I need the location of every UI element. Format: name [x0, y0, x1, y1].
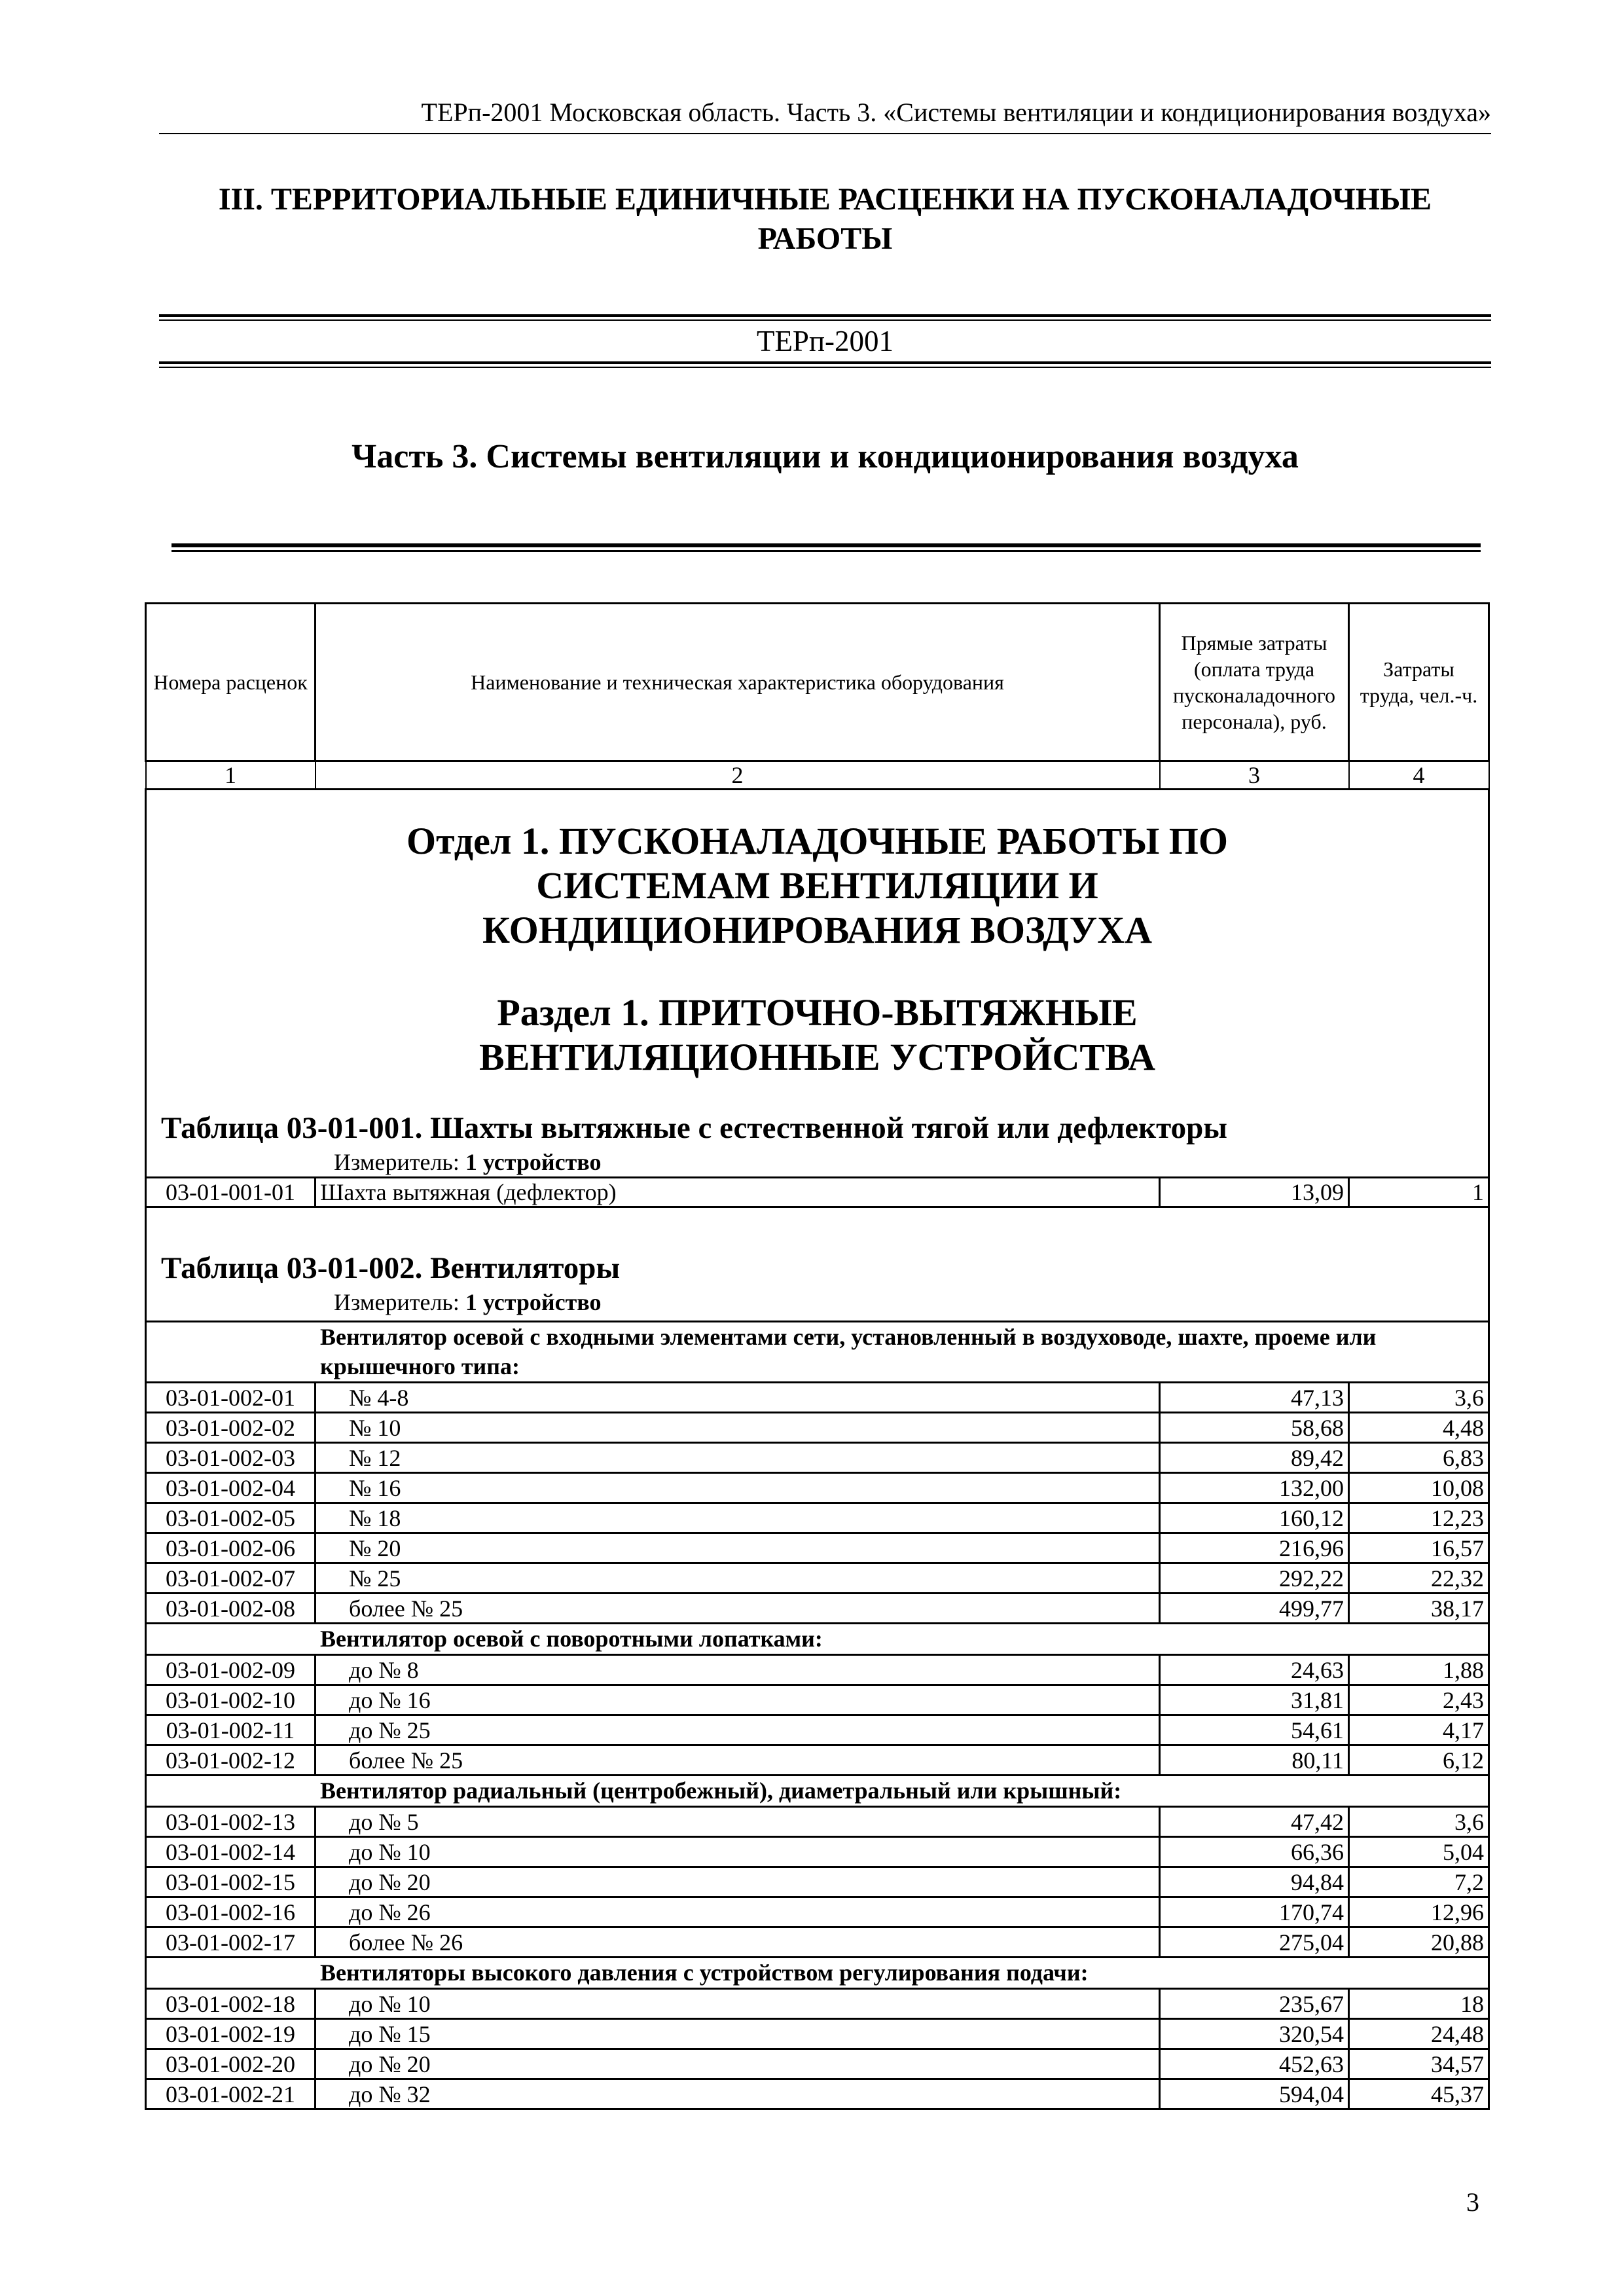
group-header-row [146, 1776, 1489, 1807]
rate-code: 03-01-002-03 [146, 1443, 316, 1473]
direct-cost: 54,61 [1160, 1715, 1349, 1745]
equipment-name: № 18 [316, 1503, 1160, 1533]
rate-code: 03-01-002-18 [146, 1989, 316, 2019]
rate-code: 03-01-002-07 [146, 1563, 316, 1594]
equipment-name: до № 20 [316, 1867, 1160, 1897]
double-divider-top [159, 314, 1491, 321]
col-header-cost: Прямые затраты (оплата труда пусконаладочного персонала), руб. [1160, 604, 1349, 761]
equipment-name: Шахта вытяжная (дефлектор) [316, 1178, 1160, 1207]
direct-cost: 80,11 [1160, 1745, 1349, 1776]
rate-code: 03-01-002-02 [146, 1413, 316, 1443]
group-header-row [146, 1322, 1489, 1383]
labor-cost: 6,83 [1349, 1443, 1489, 1473]
table-row [146, 1867, 1489, 1897]
table-row [146, 1594, 1489, 1624]
section-title: Раздел 1. ПРИТОЧНО-ВЫТЯЖНЫЕ ВЕНТИЛЯЦИОННЫЕ УСТРОЙСТВА [478, 991, 1156, 1078]
department-title: Отдел 1. ПУСКОНАЛАДОЧНЫЕ РАБОТЫ ПО СИСТЕМАМ ВЕНТИЛЯЦИИ И КОНДИЦИОНИРОВАНИЯ ВОЗДУХА [406, 820, 1229, 951]
measure-label: Измеритель: [334, 1149, 465, 1175]
table-title: Таблица 03-01-001. Шахты вытяжные с естественной тягой или дефлекторы [161, 1111, 1227, 1145]
labor-cost: 34,57 [1349, 2049, 1489, 2079]
labor-cost: 18 [1349, 1989, 1489, 2019]
direct-cost: 216,96 [1160, 1533, 1349, 1563]
measure-line [147, 1288, 1488, 1317]
section-cell [146, 1207, 1489, 1322]
code-title: ТЕРп-2001 [756, 325, 894, 357]
rate-code: 03-01-002-01 [146, 1383, 316, 1413]
table-row [146, 1745, 1489, 1776]
measure-value: 1 устройство [465, 1289, 602, 1315]
rate-code: 03-01-002-12 [146, 1745, 316, 1776]
col-header-code: Номера расценок [146, 604, 316, 761]
table-row [146, 1413, 1489, 1443]
labor-cost: 38,17 [1349, 1594, 1489, 1624]
equipment-name: № 10 [316, 1413, 1160, 1443]
labor-cost: 45,37 [1349, 2079, 1489, 2109]
rate-code: 03-01-002-14 [146, 1837, 316, 1867]
rate-code: 03-01-002-04 [146, 1473, 316, 1503]
labor-cost: 24,48 [1349, 2019, 1489, 2049]
equipment-name: № 4-8 [316, 1383, 1160, 1413]
direct-cost: 275,04 [1160, 1927, 1349, 1958]
equipment-name: до № 5 [316, 1807, 1160, 1837]
table-title: Таблица 03-01-002. Вентиляторы [161, 1251, 621, 1285]
rate-code: 03-01-002-17 [146, 1927, 316, 1958]
table-section-block [146, 1207, 1489, 1322]
labor-cost: 20,88 [1349, 1927, 1489, 1958]
equipment-name: более № 26 [316, 1927, 1160, 1958]
page-number: 3 [1466, 2187, 1479, 2217]
double-divider-bottom [159, 361, 1491, 368]
measure-value: 1 устройство [465, 1149, 602, 1175]
table-row [146, 1807, 1489, 1837]
header-divider [159, 133, 1491, 134]
labor-cost: 10,08 [1349, 1473, 1489, 1503]
direct-cost: 24,63 [1160, 1655, 1349, 1685]
direct-cost: 13,09 [1160, 1178, 1349, 1207]
rate-code: 03-01-002-08 [146, 1594, 316, 1624]
labor-cost: 4,17 [1349, 1715, 1489, 1745]
equipment-name: до № 26 [316, 1897, 1160, 1927]
table-row [146, 1533, 1489, 1563]
direct-cost: 160,12 [1160, 1503, 1349, 1533]
direct-cost: 235,67 [1160, 1989, 1349, 2019]
section-cell [146, 790, 1489, 1178]
direct-cost: 320,54 [1160, 2019, 1349, 2049]
direct-cost: 94,84 [1160, 1867, 1349, 1897]
thick-divider [171, 543, 1481, 552]
table-row [146, 1473, 1489, 1503]
equipment-name: до № 8 [316, 1655, 1160, 1685]
col-header-name: Наименование и техническая характеристика оборудования [316, 604, 1160, 761]
equipment-name: № 20 [316, 1533, 1160, 1563]
equipment-name: до № 20 [316, 2049, 1160, 2079]
direct-cost: 594,04 [1160, 2079, 1349, 2109]
group-header-row [146, 1958, 1489, 1989]
table-row [146, 1655, 1489, 1685]
equipment-name: № 16 [316, 1473, 1160, 1503]
table-row [146, 1927, 1489, 1958]
labor-cost: 1 [1349, 1178, 1489, 1207]
table-section-block [146, 790, 1489, 1178]
labor-cost: 12,23 [1349, 1503, 1489, 1533]
rate-code: 03-01-002-11 [146, 1715, 316, 1745]
equipment-name: до № 10 [316, 1837, 1160, 1867]
measure-label: Измеритель: [334, 1289, 465, 1315]
group-title: Вентиляторы высокого давления с устройством регулирования подачи: [146, 1958, 1489, 1989]
main-title: III. ТЕРРИТОРИАЛЬНЫЕ ЕДИНИЧНЫЕ РАСЦЕНКИ НА ПУСКОНАЛАДОЧНЫЕ РАБОТЫ [218, 182, 1432, 256]
rate-code: 03-01-002-10 [146, 1685, 316, 1715]
labor-cost: 22,32 [1349, 1563, 1489, 1594]
rate-code: 03-01-002-15 [146, 1867, 316, 1897]
table-row [146, 1685, 1489, 1715]
table-header-row [146, 604, 1489, 761]
direct-cost: 47,13 [1160, 1383, 1349, 1413]
equipment-name: до № 32 [316, 2079, 1160, 2109]
group-title: Вентилятор осевой с входными элементами сети, установленный в воздуховоде, шахте, проеме или крышечного типа: [146, 1322, 1489, 1383]
group-header-row [146, 1624, 1489, 1655]
direct-cost: 66,36 [1160, 1837, 1349, 1867]
rate-code: 03-01-002-19 [146, 2019, 316, 2049]
table-row [146, 2079, 1489, 2109]
equipment-name: до № 16 [316, 1685, 1160, 1715]
table-row [146, 1715, 1489, 1745]
rate-code: 03-01-001-01 [146, 1178, 316, 1207]
labor-cost: 5,04 [1349, 1837, 1489, 1867]
rate-code: 03-01-002-16 [146, 1897, 316, 1927]
col-header-labor: Затраты труда, чел.-ч. [1349, 604, 1489, 761]
running-header: ТЕРп-2001 Московская область. Часть 3. «Системы вентиляции и кондиционирования воздуха» [421, 98, 1491, 127]
rate-code: 03-01-002-20 [146, 2049, 316, 2079]
table-row [146, 1837, 1489, 1867]
equipment-name: до № 25 [316, 1715, 1160, 1745]
direct-cost: 132,00 [1160, 1473, 1349, 1503]
rate-code: 03-01-002-09 [146, 1655, 316, 1685]
labor-cost: 16,57 [1349, 1533, 1489, 1563]
equipment-name: более № 25 [316, 1594, 1160, 1624]
measure-line [147, 1148, 1488, 1176]
direct-cost: 58,68 [1160, 1413, 1349, 1443]
table-row [146, 1989, 1489, 2019]
equipment-name: более № 25 [316, 1745, 1160, 1776]
direct-cost: 452,63 [1160, 2049, 1349, 2079]
table-row [146, 1443, 1489, 1473]
part-title: Часть 3. Системы вентиляции и кондиционирования воздуха [352, 438, 1299, 475]
labor-cost: 4,48 [1349, 1413, 1489, 1443]
direct-cost: 499,77 [1160, 1594, 1349, 1624]
table-row [146, 1383, 1489, 1413]
table-row [146, 1897, 1489, 1927]
column-number-row [146, 761, 1489, 790]
group-title: Вентилятор радиальный (центробежный), диаметральный или крышный: [146, 1776, 1489, 1807]
table-row [146, 1178, 1489, 1207]
labor-cost: 3,6 [1349, 1807, 1489, 1837]
table-row [146, 2049, 1489, 2079]
rate-code: 03-01-002-05 [146, 1503, 316, 1533]
direct-cost: 31,81 [1160, 1685, 1349, 1715]
labor-cost: 3,6 [1349, 1383, 1489, 1413]
col-number: 4 [1349, 761, 1489, 790]
direct-cost: 292,22 [1160, 1563, 1349, 1594]
rate-code: 03-01-002-21 [146, 2079, 316, 2109]
labor-cost: 7,2 [1349, 1867, 1489, 1897]
table-row [146, 1503, 1489, 1533]
labor-cost: 12,96 [1349, 1897, 1489, 1927]
table-row [146, 1563, 1489, 1594]
rate-code: 03-01-002-13 [146, 1807, 316, 1837]
equipment-name: до № 15 [316, 2019, 1160, 2049]
equipment-name: № 12 [316, 1443, 1160, 1473]
direct-cost: 89,42 [1160, 1443, 1349, 1473]
group-title: Вентилятор осевой с поворотными лопатками: [146, 1624, 1489, 1655]
labor-cost: 6,12 [1349, 1745, 1489, 1776]
labor-cost: 1,88 [1349, 1655, 1489, 1685]
direct-cost: 170,74 [1160, 1897, 1349, 1927]
col-number: 3 [1160, 761, 1349, 790]
col-number: 2 [316, 761, 1160, 790]
col-number: 1 [146, 761, 316, 790]
rate-code: 03-01-002-06 [146, 1533, 316, 1563]
equipment-name: до № 10 [316, 1989, 1160, 2019]
equipment-name: № 25 [316, 1563, 1160, 1594]
table-row [146, 2019, 1489, 2049]
labor-cost: 2,43 [1349, 1685, 1489, 1715]
direct-cost: 47,42 [1160, 1807, 1349, 1837]
rates-table [145, 602, 1490, 2110]
